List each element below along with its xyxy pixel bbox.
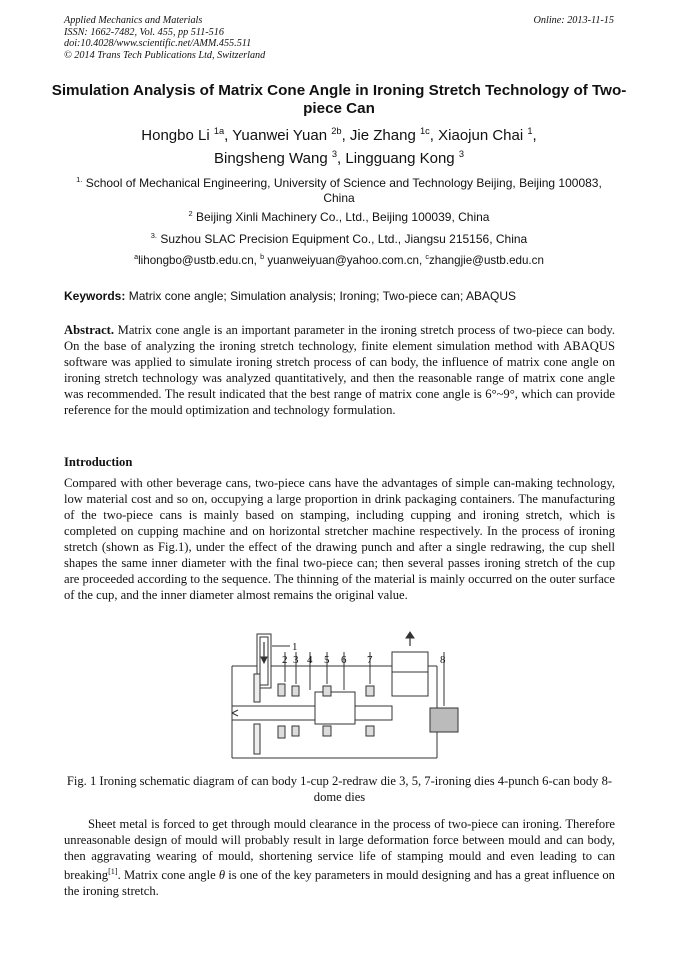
- keywords-text: Matrix cone angle; Simulation analysis; Ironing; Two-piece can; ABAQUS: [125, 289, 516, 303]
- figure-label-7: 7: [367, 654, 373, 666]
- journal-meta: [64, 15, 265, 61]
- author-name: Hongbo Li: [141, 127, 210, 144]
- affiliation-2: [60, 210, 618, 225]
- affiliation-text: School of Mechanical Engineering, University of Science and Technology Beijing, Beijing 100083, China: [82, 176, 602, 205]
- affiliation-text: Suzhou SLAC Precision Equipment Co., Ltd., Jiangsu 215156, China: [156, 232, 528, 246]
- citation-ref[interactable]: [1]: [108, 867, 118, 876]
- abstract: [64, 322, 615, 418]
- figure-label-6: 6: [341, 654, 347, 666]
- affiliation-sup: 3.: [150, 231, 157, 240]
- author-name: Lingguang Kong: [345, 150, 455, 167]
- doi-line: doi:10.4028/www.scientific.net/AMM.455.511: [64, 38, 252, 50]
- figure-label-8: 8: [440, 654, 446, 666]
- figure-label-1: 1: [292, 641, 298, 653]
- affiliation-3: [60, 232, 618, 247]
- affiliation-sup: 1.: [76, 175, 83, 184]
- author-line-1: Hongbo Li $^{1a}$, Yuanwei Yuan $^{2b}$, Jie Zhang $^{1c}$, Xiaojun Chai $^1$,: [141, 126, 537, 144]
- intro-paragraph-2: [64, 816, 615, 899]
- keywords-label: Keywords:: [64, 289, 126, 303]
- abstract-label: Abstract.: [64, 323, 115, 337]
- author-line-2: Bingsheng Wang $^3$, Lingguang Kong $^3$: [214, 149, 464, 167]
- email-sup: a: [134, 252, 139, 262]
- section-heading-introduction: Introduction: [64, 455, 133, 469]
- author-sup: 2b: [331, 126, 342, 136]
- affiliation-sup: 2: [188, 209, 193, 218]
- journal-name: Applied Mechanics and Materials: [64, 15, 203, 26]
- author-name: Yuanwei Yuan: [232, 127, 328, 144]
- author-name: Xiaojun Chai: [438, 127, 524, 144]
- author-list: [60, 124, 618, 170]
- figure-label-3: 3: [293, 654, 299, 666]
- affiliation-1: [60, 176, 618, 206]
- author-name: Jie Zhang: [349, 127, 416, 144]
- author-sup: 3: [458, 149, 464, 159]
- author-sup: 1c: [419, 126, 430, 136]
- affiliation-text: Beijing Xinli Machinery Co., Ltd., Beijing 100039, China: [192, 210, 490, 224]
- para2-text-c: is one of the key parameters in mould designing and has a great influence on the ironing stretch.: [64, 868, 615, 899]
- issn-line: ISSN: 1662-7482, Vol. 455, pp 511-516: [64, 26, 224, 38]
- copyright-line: © 2014 Trans Tech Publications Ltd, Switzerland: [64, 49, 266, 61]
- keywords: [64, 289, 516, 303]
- email-text: lihongbo@ustb.edu.cn,: [138, 254, 261, 267]
- email-text: zhangjie@ustb.edu.cn: [428, 254, 544, 267]
- figure-label-4: 4: [307, 654, 313, 666]
- email-text: yuanweiyuan@yahoo.com.cn,: [264, 254, 426, 267]
- author-sup: 3: [331, 149, 338, 159]
- author-sup: 1: [527, 126, 533, 136]
- para2-text-b: . Matrix cone angle: [117, 868, 219, 883]
- para2-text-a: Sheet metal is forced to get through mould clearance in the process of two-piece can ironing. Therefore unreasonable design of mould will probably result in large deformation force between mould and can body, then aggravating wearing of mould, shortening service life of stamping mould and even leading to can breaking: [64, 817, 615, 883]
- theta-symbol: θ: [218, 868, 226, 883]
- author-name: Bingsheng Wang: [214, 150, 328, 167]
- author-sup: 1a: [213, 126, 225, 136]
- email-sup: c: [425, 252, 429, 262]
- email-sup: b: [260, 252, 265, 262]
- figure-label-2: 2: [282, 654, 288, 666]
- ironing-schematic-figure: [230, 630, 460, 772]
- intro-paragraph-1: Compared with other beverage cans, two-piece cans have the advantages of simple can-making technology, low material cost and so on, occupying a large proportion in drink packaging containers. The manufacturing of the two-piece cans is mainly based on stamping, including cupping and ironing stretch, which is completed on cupping machine and on horizontal stretcher machine respectively. In the process of ironing stretch (shown as Fig.1), under the effect of the drawing punch and after a single redrawing, the cup shell shapes the same inner diameter with the final two-piece can; then several passes ironing stretch of the cup are proceeded according to the sequence. The thinning of the material is mainly occurred on the outer surface of the cup, and the inner diameter almost remains the original value.: [64, 476, 615, 602]
- email-list: [60, 254, 618, 267]
- paper-title: Simulation Analysis of Matrix Cone Angle in Ironing Stretch Technology of Two-piece Can: [51, 82, 627, 117]
- abstract-text: Matrix cone angle is an important parameter in the ironing stretch process of two-piece can body. On the base of analyzing the ironing stretch technology, finite element simulation method with ABAQUS software was applied to simulate ironing stretch process of can body, the influence of matrix cone angle on ironing stretch technology was analyzed quantitatively, and then the reasonable range of matrix cone angle was recommended. The result indicated that the best range of matrix cone angle is 6°~9°, which can provide reference for the mould optimization and technology formulation.: [64, 323, 615, 417]
- figure-label-5: 5: [324, 654, 330, 666]
- figure-caption: Fig. 1 Ironing schematic diagram of can body 1-cup 2-redraw die 3, 5, 7-ironing dies 4-punch 6-can body 8-dome dies: [66, 774, 613, 804]
- online-date: Online: 2013-11-15: [533, 15, 614, 26]
